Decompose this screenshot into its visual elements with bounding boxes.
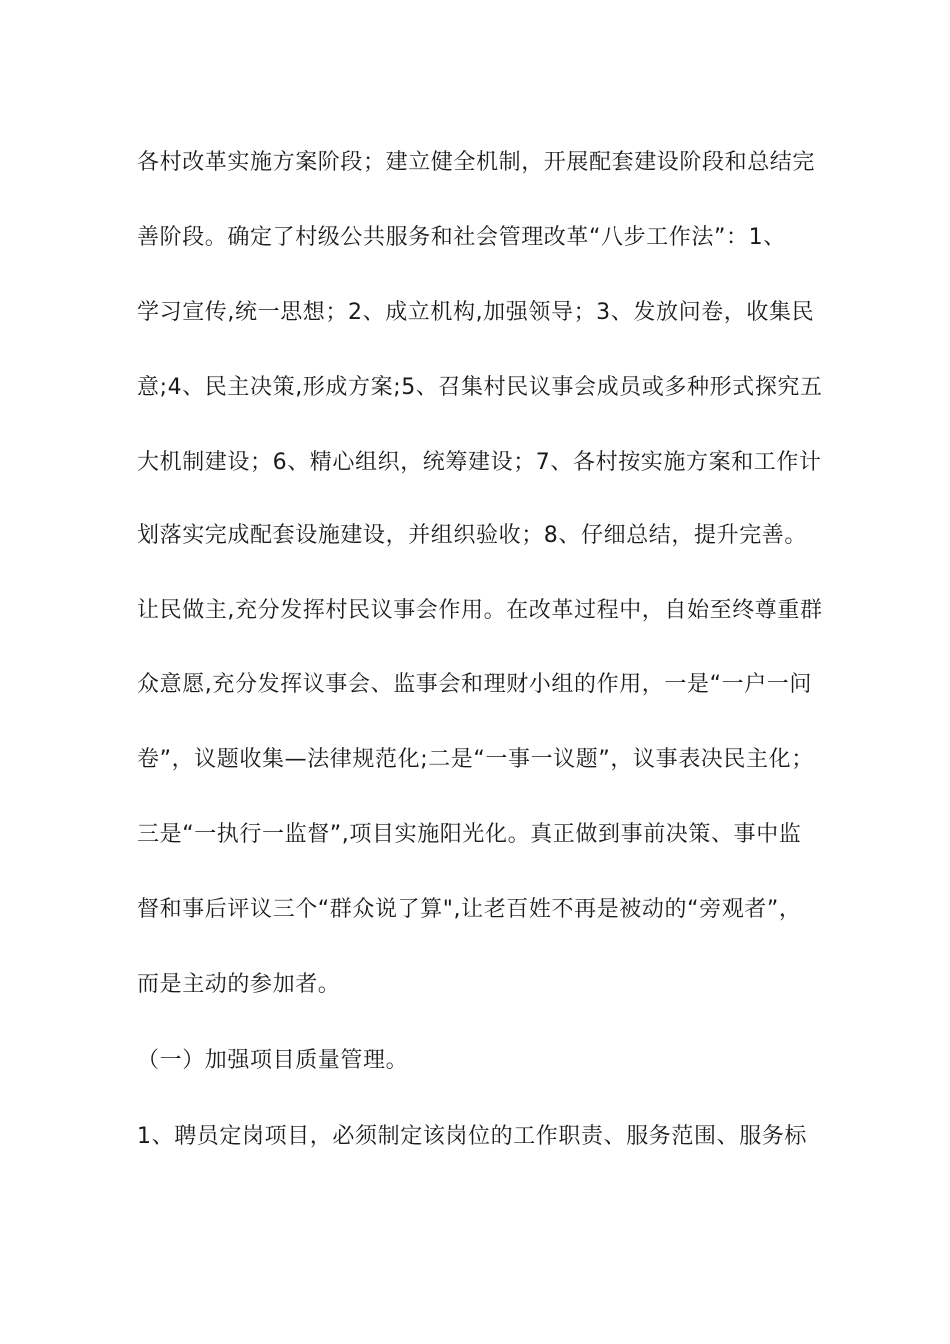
paragraph-line: 众意愿,充分发挥议事会、监事会和理财小组的作用，一是“一户一问 (137, 672, 812, 697)
paragraph-line: 让民做主,充分发挥村民议事会作用。在改革过程中，自始至终尊重群 (137, 598, 823, 623)
paragraph-line: 而是主动的参加者。 (137, 972, 341, 997)
paragraph-line: 划落实完成配套设施建设，并组织验收；8、仔细总结，提升完善。 (137, 523, 807, 548)
paragraph-line: 1、聘员定岗项目，必须制定该岗位的工作职责、服务范围、服务标 (137, 1124, 807, 1149)
paragraph-line: 督和事后评议三个“群众说了算",让老百姓不再是被动的“旁观者”， (137, 897, 802, 922)
paragraph-line: 意;4、民主决策,形成方案;5、召集村民议事会成员或多种形式探究五 (137, 375, 823, 400)
section-heading: （一）加强项目质量管理。 (137, 1048, 409, 1073)
paragraph-line: 善阶段。确定了村级公共服务和社会管理改革“八步工作法”：1、 (137, 225, 786, 250)
paragraph-line: 学习宣传,统一思想；2、成立机构,加强领导；3、发放问卷，收集民 (137, 300, 815, 325)
paragraph-line: 大机制建设；6、精心组织，统筹建设；7、各村按实施方案和工作计 (137, 450, 822, 475)
paragraph-line: 各村改革实施方案阶段；建立健全机制，开展配套建设阶段和总结完 (137, 150, 816, 175)
paragraph-line: 卷”，议题收集—法律规范化;二是“一事一议题”，议事表决民主化； (137, 747, 814, 772)
paragraph-line: 三是“一执行一监督”,项目实施阳光化。真正做到事前决策、事中监 (137, 822, 802, 847)
